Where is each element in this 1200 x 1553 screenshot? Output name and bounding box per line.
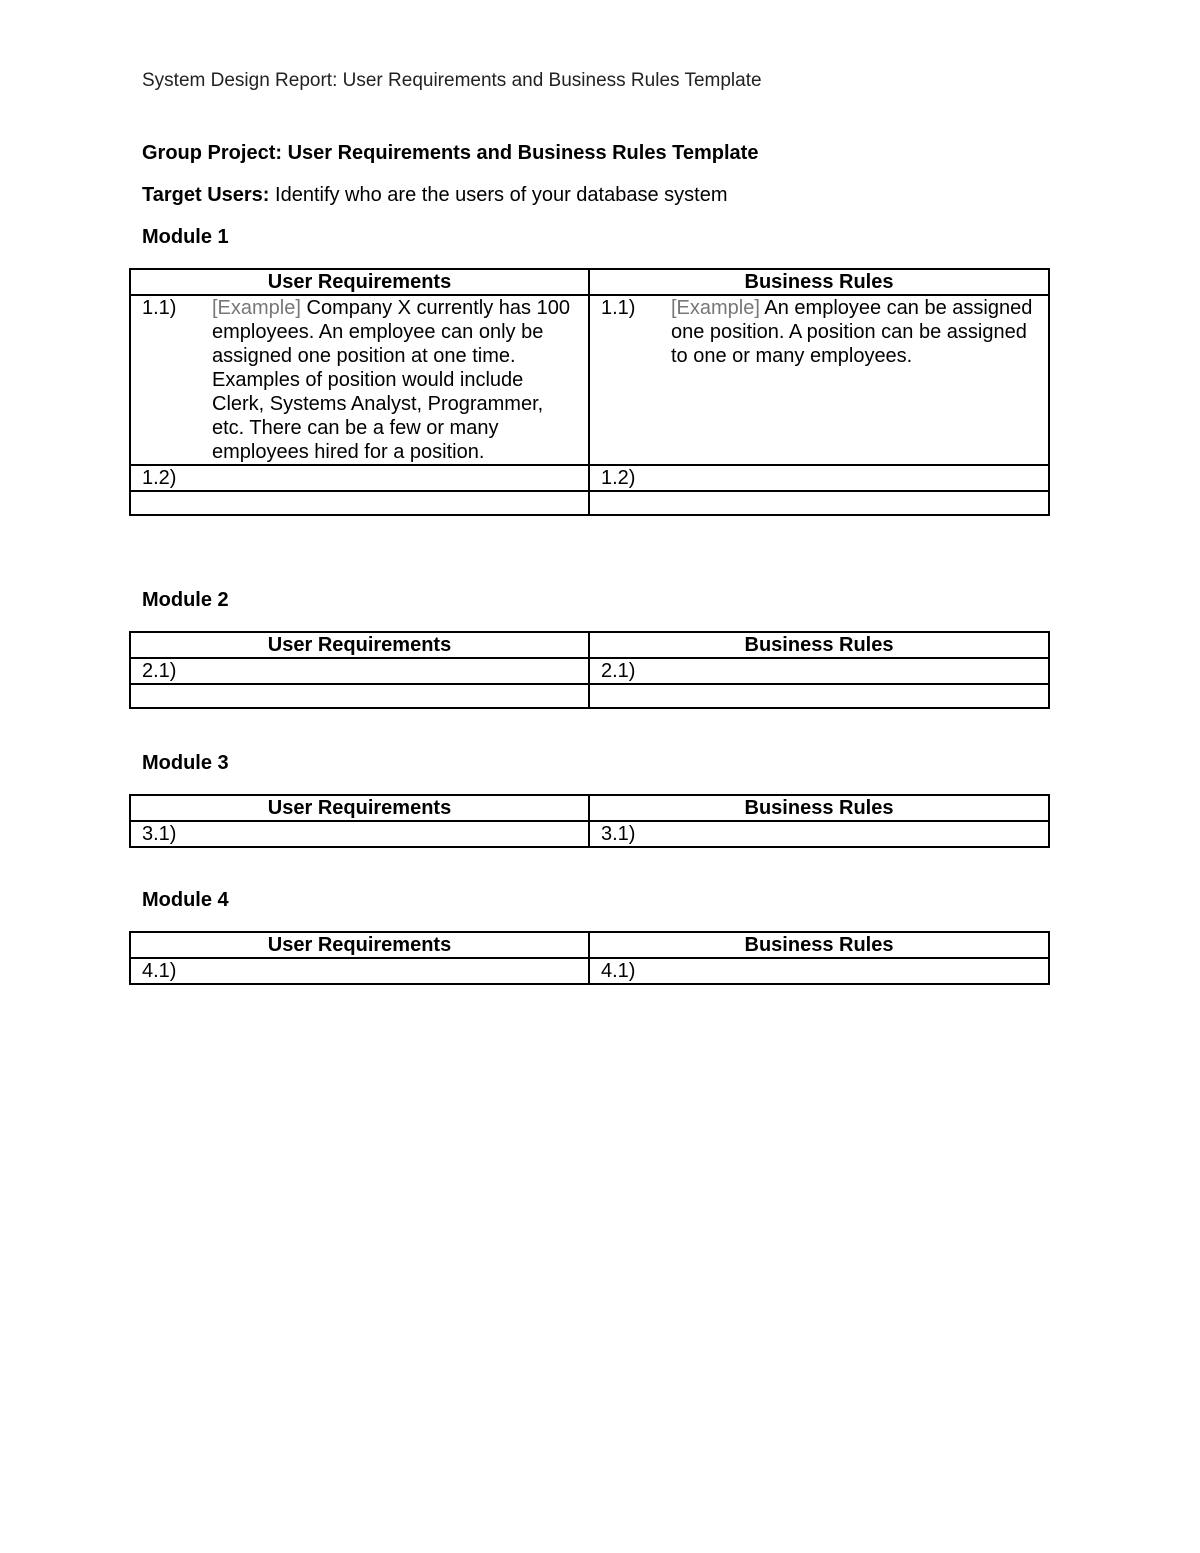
column-header-user-requirements: User Requirements [130,795,589,821]
business-rule-text: An employee can be assigned one position. A position can be assigned to one or many employees. [671,297,1033,367]
user-requirement-cell[interactable] [130,465,589,491]
target-users-label: Target Users: [142,184,270,206]
user-requirement-cell[interactable] [130,658,589,684]
table-row [130,295,1049,465]
table-row [130,658,1049,684]
user-requirement-cell[interactable] [130,295,589,465]
table-header-row [130,632,1049,658]
table-row [130,821,1049,847]
module-1-table [129,268,1050,516]
business-rule-cell[interactable] [589,491,1049,515]
target-users-line [142,184,727,207]
column-header-business-rules: Business Rules [589,269,1049,295]
business-rule-cell[interactable] [589,958,1049,984]
module-4-heading: Module 4 [142,889,229,911]
item-number: 1.1) [601,297,636,319]
column-header-user-requirements: User Requirements [130,932,589,958]
user-requirement-cell[interactable] [130,958,589,984]
example-tag: [Example] [212,297,301,319]
table-row [130,958,1049,984]
column-header-user-requirements: User Requirements [130,632,589,658]
user-requirement-cell[interactable] [130,491,589,515]
item-number: 4.1) [601,960,636,982]
column-header-business-rules: Business Rules [589,932,1049,958]
user-requirement-cell[interactable] [130,684,589,708]
page-header: System Design Report: User Requirements and Business Rules Template [142,70,762,91]
item-number: 2.1) [142,660,177,682]
business-rule-cell[interactable] [589,821,1049,847]
module-1-heading: Module 1 [142,226,229,248]
table-row-empty [130,491,1049,515]
column-header-business-rules: Business Rules [589,795,1049,821]
module-4-table [129,931,1050,985]
item-number: 3.1) [601,823,636,845]
business-rule-cell[interactable] [589,684,1049,708]
business-rule-cell[interactable] [589,658,1049,684]
business-rule-cell[interactable] [589,465,1049,491]
column-header-business-rules: Business Rules [589,632,1049,658]
item-number: 1.2) [142,467,177,489]
item-number: 1.2) [601,467,636,489]
table-header-row [130,932,1049,958]
table-row-empty [130,684,1049,708]
item-number: 4.1) [142,960,177,982]
item-number: 3.1) [142,823,177,845]
item-number: 1.1) [142,297,177,319]
user-requirement-cell[interactable] [130,821,589,847]
module-2-table [129,631,1050,709]
document-title: Group Project: User Requirements and Business Rules Template [142,142,759,164]
module-3-table [129,794,1050,848]
table-row [130,465,1049,491]
example-tag: [Example] [671,297,760,319]
module-3-heading: Module 3 [142,752,229,774]
target-users-text: Identify who are the users of your database system [275,184,728,206]
business-rule-cell[interactable] [589,295,1049,465]
table-header-row [130,269,1049,295]
module-2-heading: Module 2 [142,589,229,611]
column-header-user-requirements: User Requirements [130,269,589,295]
item-number: 2.1) [601,660,636,682]
user-requirement-text: Company X currently has 100 employees. An employee can only be assigned one position at one time. Examples of position would include Clerk, Systems Analyst, Programmer, etc. There can be a few or many employees hired for a position. [212,297,570,463]
table-header-row [130,795,1049,821]
